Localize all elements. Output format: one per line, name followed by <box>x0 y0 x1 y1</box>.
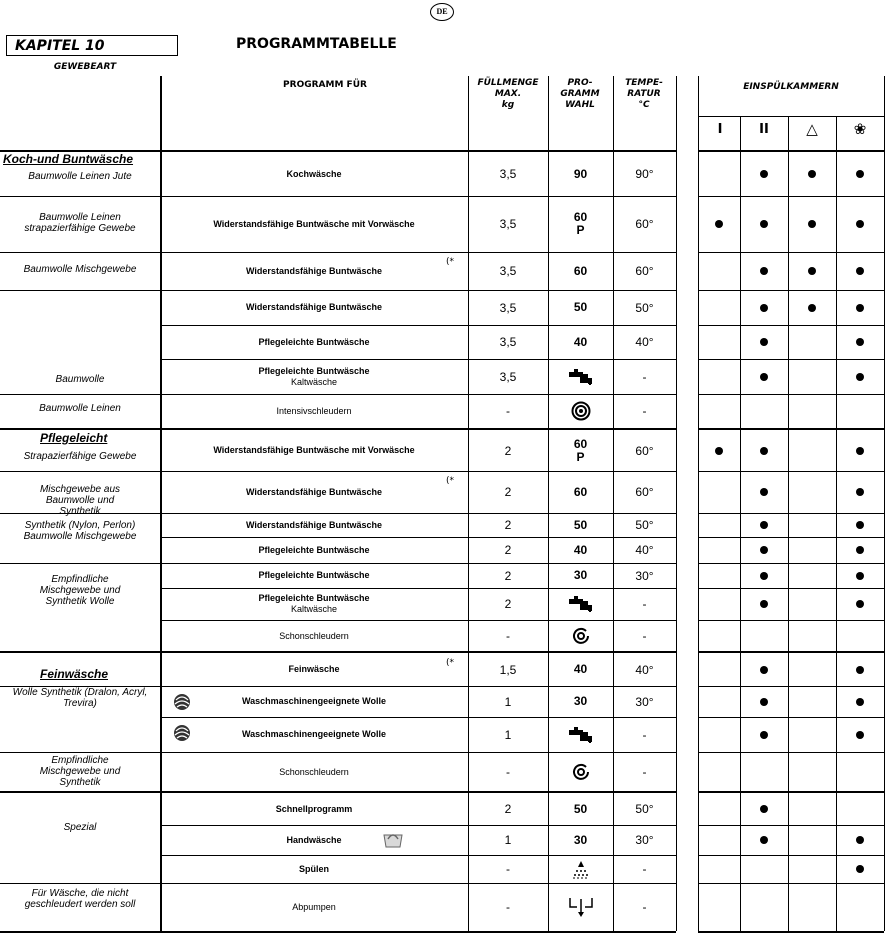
programmwahl-cell <box>548 430 613 471</box>
temperatur-cell: - <box>642 727 647 742</box>
fuellmenge-cell: 1 <box>504 727 512 742</box>
fuellmenge-cell: 3,5 <box>499 217 517 231</box>
programmwahl-value: 50 <box>573 300 588 314</box>
chamber-dot <box>808 170 816 178</box>
fuellmenge-cell: 1,5 <box>499 662 517 677</box>
gewebe-koch-4: Baumwolle <box>55 374 105 385</box>
programm-name: Schonschleudern <box>279 766 349 777</box>
temperatur-cell: 60° <box>635 264 654 278</box>
fuellmenge-cell: 3,5 <box>499 264 517 278</box>
programm-name: Schnellprogramm <box>275 803 353 814</box>
fuellmenge-cell: 3,5 <box>499 167 517 181</box>
programmwahl-cell <box>548 325 613 359</box>
gewebe-nicht-schleudern: Für Wäsche, die nicht geschleudert werden soll <box>24 888 136 910</box>
fuellmenge-cell: 3,5 <box>499 335 517 349</box>
chamber-dot <box>760 267 768 275</box>
fuellmenge-cell: - <box>506 900 510 914</box>
col-kammern: EINSPÜLKAMMERN <box>743 82 839 92</box>
col-temp: TEMPE- RATUR °C <box>625 78 663 110</box>
drain-icon <box>548 883 613 931</box>
gewebe-koch-3: Baumwolle Mischgewebe <box>23 264 137 275</box>
gewebe-pflege-1: Strapazierfähige Gewebe <box>23 451 137 462</box>
programm-cell <box>164 620 464 651</box>
programm-cell <box>164 471 464 513</box>
programmwahl-value: 40 <box>573 334 588 349</box>
country-badge: DE <box>430 3 454 21</box>
rinse-icon <box>548 855 613 883</box>
page-title: PROGRAMMTABELLE <box>236 36 397 52</box>
gewebe-fein-1: Wolle Synthetik (Dralon, Acryl, Trevira) <box>12 687 148 709</box>
programm-sub: Kaltwäsche <box>290 376 338 387</box>
gewebe-fein-2: Empfindliche Mischgewebe und Synthetik <box>39 755 121 788</box>
temperatur-cell: - <box>642 764 647 779</box>
temperatur-cell: 40° <box>635 662 654 677</box>
fuellmenge-cell: - <box>506 862 510 876</box>
programm-cell <box>164 394 464 428</box>
programmwahl-value: 90 <box>573 166 588 181</box>
programmwahl-value: 60 <box>573 484 588 499</box>
programmwahl-value: 60 <box>573 263 588 278</box>
chamber-dot <box>856 447 864 455</box>
programmwahl-cell <box>548 152 613 196</box>
programmwahl-value: 50 <box>573 801 588 816</box>
fuellmenge-cell: 2 <box>504 543 512 557</box>
programm-cell <box>164 653 464 686</box>
footnote-marker: (* <box>446 658 455 668</box>
programm-cell <box>164 513 464 537</box>
fuellmenge-cell: 2 <box>504 802 512 816</box>
chamber-dot <box>856 546 864 554</box>
footnote-marker: (* <box>446 476 455 486</box>
programm-cell <box>164 290 464 325</box>
fuellmenge-cell: 3,5 <box>499 300 517 315</box>
chapter-label: KAPITEL 10 <box>6 35 178 56</box>
programmwahl-suffix: P <box>576 449 585 464</box>
programm-name: Kochwäsche <box>286 168 342 179</box>
chamber-triangle-icon: △ <box>806 120 818 138</box>
gewebe-pflege-4: Empfindliche Mischgewebe und Synthetik Wolle <box>39 574 121 607</box>
temperatur-cell: 30° <box>635 568 654 583</box>
group-fein-title: Feinwäsche <box>40 667 109 681</box>
temperatur-cell: 40° <box>635 335 654 349</box>
programm-cell <box>164 196 464 252</box>
programmwahl-cell <box>548 513 613 537</box>
programmwahl-value: 40 <box>573 662 588 676</box>
programm-name: Feinwäsche <box>288 664 340 674</box>
programmwahl-cell <box>548 825 613 855</box>
chamber-dot <box>760 373 768 381</box>
temperatur-cell: 50° <box>635 300 654 315</box>
programmwahl-cell <box>548 252 613 290</box>
chamber-dot <box>760 170 768 178</box>
group-koch-title: Koch-und Buntwäsche <box>3 152 134 166</box>
chamber-dot <box>808 220 816 228</box>
temperatur-cell: 30° <box>635 833 654 847</box>
programm-name: Intensivschleudern <box>276 406 352 416</box>
programm-cell <box>164 252 464 290</box>
programm-cell <box>164 537 464 563</box>
chamber-dot <box>856 572 864 580</box>
fuellmenge-cell: - <box>506 764 510 779</box>
programmwahl-cell <box>548 290 613 325</box>
col-programm: PROGRAMM FÜR <box>283 80 367 90</box>
gentle-spin-icon <box>548 752 613 791</box>
programmwahl-cell <box>548 793 613 825</box>
chamber-flower-icon: ❀ <box>853 120 867 138</box>
programmwahl-cell <box>548 653 613 686</box>
chamber-dot <box>760 220 768 228</box>
gewebe-spezial: Spezial <box>63 822 97 833</box>
programm-name: Abpumpen <box>292 902 336 912</box>
programm-cell <box>164 717 464 752</box>
wool-icon <box>172 692 192 712</box>
chamber-dot <box>760 805 768 813</box>
tap-icon <box>548 588 613 620</box>
programm-name: Pflegeleichte Buntwäsche <box>258 544 370 555</box>
programm-cell <box>164 752 464 791</box>
chamber-dot <box>760 304 768 312</box>
col-wahl: PRO- GRAMM WAHL <box>560 78 600 110</box>
tap-icon <box>548 359 613 394</box>
chamber-dot <box>856 488 864 496</box>
programm-cell <box>164 825 464 855</box>
chamber-dot <box>760 836 768 844</box>
programmwahl-value: 30 <box>573 694 588 708</box>
chamber-dot <box>856 170 864 178</box>
programm-cell <box>164 359 464 394</box>
fuellmenge-cell: 1 <box>504 833 512 847</box>
programm-name: Widerstandsfähige Buntwäsche <box>246 486 382 497</box>
temperatur-cell: - <box>642 404 647 418</box>
programm-cell <box>164 883 464 931</box>
programm-name: Spülen <box>298 863 329 874</box>
chamber-dot <box>760 338 768 346</box>
chamber-dot <box>856 600 864 608</box>
temperatur-cell: - <box>642 369 647 384</box>
chamber-dot <box>760 488 768 496</box>
temperatur-cell: - <box>642 862 647 876</box>
temperatur-cell: 60° <box>635 485 654 499</box>
programmwahl-suffix: P <box>576 223 585 237</box>
programm-name: Widerstandsfähige Buntwäsche <box>246 302 382 312</box>
gentle-spin-icon <box>548 620 613 651</box>
fuellmenge-cell: 2 <box>504 597 512 611</box>
chamber-dot <box>760 600 768 608</box>
fuellmenge-cell: - <box>506 404 510 418</box>
programmwahl-value: 40 <box>573 542 588 557</box>
programm-name: Widerstandsfähige Buntwäsche <box>246 265 382 276</box>
chamber-dot <box>856 521 864 529</box>
temperatur-cell: 50° <box>635 802 654 816</box>
chamber-dot <box>856 836 864 844</box>
gewebe-pflege-2: Mischgewebe aus Baumwolle und Synthetik <box>39 484 121 517</box>
programmwahl-cell <box>548 196 613 252</box>
chamber-dot <box>760 572 768 580</box>
temperatur-cell: - <box>642 597 647 611</box>
programm-cell <box>164 325 464 359</box>
programm-cell <box>164 793 464 825</box>
chamber-dot <box>856 220 864 228</box>
fuellmenge-cell: - <box>506 628 510 643</box>
programm-name: Pflegeleichte Buntwäsche <box>258 336 370 347</box>
chamber-dot <box>808 304 816 312</box>
chamber-dot <box>856 338 864 346</box>
temperatur-cell: 60° <box>635 217 654 231</box>
chamber-dot <box>856 666 864 674</box>
temperatur-cell: 90° <box>635 167 654 181</box>
col-fuellmenge: FÜLLMENGE MAX. kg <box>477 78 539 110</box>
col-gewebeart: GEWEBEART <box>53 62 117 72</box>
programm-cell <box>164 152 464 196</box>
programm-cell <box>164 855 464 883</box>
programm-name: Waschmaschinengeeignete Wolle <box>241 696 387 706</box>
programm-cell <box>164 588 464 620</box>
gewebe-pflege-3: Synthetik (Nylon, Perlon) Baumwolle Mischgewebe <box>23 520 137 542</box>
programm-name: Schonschleudern <box>279 630 349 641</box>
programm-name: Waschmaschinengeeignete Wolle <box>241 729 387 739</box>
spin-icon <box>548 394 613 428</box>
programm-cell <box>164 686 464 717</box>
temperatur-cell: 60° <box>635 443 654 458</box>
programm-name: Pflegeleichte Buntwäsche <box>258 365 370 376</box>
fuellmenge-cell: 2 <box>504 568 512 583</box>
programm-cell <box>164 563 464 588</box>
programm-name: Widerstandsfähige Buntwäsche mit Vorwäsche <box>213 445 415 455</box>
fuellmenge-cell: 2 <box>504 443 512 458</box>
programm-name: Pflegeleichte Buntwäsche <box>258 593 370 603</box>
temperatur-cell: - <box>642 628 647 643</box>
chamber-dot <box>856 698 864 706</box>
chamber-dot <box>760 698 768 706</box>
programmwahl-value: 30 <box>573 832 588 847</box>
chamber-i-label: I <box>717 122 723 137</box>
programmwahl-cell <box>548 563 613 588</box>
tap-icon <box>548 717 613 752</box>
handwash-icon <box>382 829 404 849</box>
programm-cell <box>164 430 464 471</box>
chamber-dot <box>856 865 864 873</box>
chamber-dot <box>715 447 723 455</box>
chamber-ii-label: II <box>759 122 769 137</box>
programmwahl-value: 30 <box>573 568 588 582</box>
temperatur-cell: - <box>642 900 647 914</box>
temperatur-cell: 50° <box>635 518 654 532</box>
footnote-marker: (* <box>446 257 455 267</box>
chamber-dot <box>760 521 768 529</box>
chamber-dot <box>760 731 768 739</box>
programmwahl-cell <box>548 686 613 717</box>
temperatur-cell: 40° <box>635 543 654 557</box>
gewebe-koch-5: Baumwolle Leinen <box>39 403 121 414</box>
group-pflege-title: Pflegeleicht <box>40 431 108 445</box>
chamber-dot <box>760 447 768 455</box>
programm-name: Handwäsche <box>286 834 342 845</box>
programmwahl-cell <box>548 471 613 513</box>
programmwahl-value: 50 <box>573 517 588 532</box>
chamber-dot <box>760 546 768 554</box>
programm-name: Pflegeleichte Buntwäsche <box>258 570 370 580</box>
chamber-dot <box>856 304 864 312</box>
programm-sub: Kaltwäsche <box>290 604 338 614</box>
gewebe-koch-1: Baumwolle Leinen Jute <box>28 171 132 182</box>
chamber-dot <box>715 220 723 228</box>
chamber-dot <box>808 267 816 275</box>
chamber-dot <box>856 267 864 275</box>
programm-name: Widerstandsfähige Buntwäsche <box>246 519 382 530</box>
programmwahl-cell <box>548 537 613 563</box>
chamber-dot <box>856 373 864 381</box>
fuellmenge-cell: 2 <box>504 518 512 532</box>
programmwahl-value: 60 <box>573 210 588 224</box>
wool-icon <box>172 723 192 743</box>
chamber-dot <box>856 731 864 739</box>
fuellmenge-cell: 3,5 <box>499 369 517 384</box>
fuellmenge-cell: 1 <box>504 694 512 709</box>
chamber-dot <box>760 666 768 674</box>
temperatur-cell: 30° <box>635 694 654 709</box>
gewebe-koch-2: Baumwolle Leinen strapazierfähige Gewebe <box>24 212 136 234</box>
programm-name: Widerstandsfähige Buntwäsche mit Vorwäsche <box>213 218 415 229</box>
programmwahl-value: 60 <box>573 436 588 451</box>
fuellmenge-cell: 2 <box>504 485 512 499</box>
